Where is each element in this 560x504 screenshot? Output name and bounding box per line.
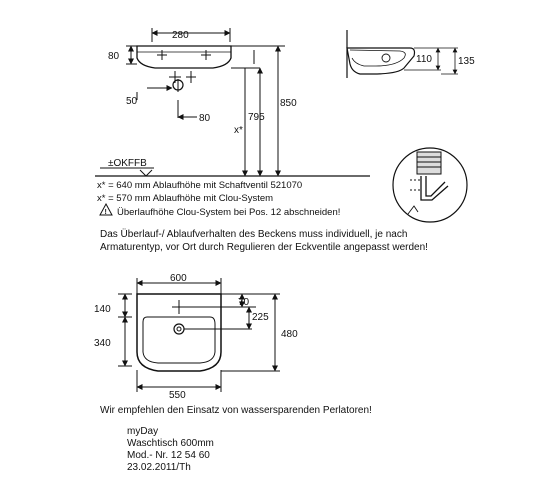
dim-70: 70 [238, 297, 250, 308]
dim-140: 140 [94, 304, 111, 315]
drain-note-2: x* = 570 mm Ablaufhöhe mit Clou-System [97, 193, 274, 204]
warning-symbol: ! [104, 209, 107, 216]
drain-note-3: Überlaufhöhe Clou-System bei Pos. 12 abschneiden! [117, 207, 341, 218]
siphon-detail [393, 148, 467, 222]
dim-x-star: x* [234, 125, 243, 136]
dim-600: 600 [170, 273, 187, 284]
dim-135: 135 [458, 56, 475, 67]
product-name: myDay [127, 426, 159, 437]
dim-795: 795 [248, 112, 265, 123]
dim-50: 50 [126, 96, 138, 107]
recommendation-text: Wir empfehlen den Einsatz von wassersparenden Perlatoren! [100, 405, 372, 416]
dim-550: 550 [169, 390, 186, 401]
side-view [347, 30, 458, 78]
dim-110: 110 [416, 54, 432, 65]
dim-80-bottom: 80 [199, 113, 211, 124]
dim-340: 340 [94, 338, 111, 349]
overflow-text-2: Armaturentyp, vor Ort durch Regulieren der Eckventile angepasst werden! [100, 242, 428, 253]
dim-850: 850 [280, 98, 297, 109]
drain-note-1: x* = 640 mm Ablaufhöhe mit Schaftventil 521070 [97, 180, 303, 191]
product-model: Mod.- Nr. 12 54 60 [127, 450, 210, 461]
dim-280: 280 [172, 30, 189, 41]
product-date: 23.02.2011/Th [127, 462, 191, 473]
product-description: Waschtisch 600mm [127, 438, 214, 449]
plan-view [118, 278, 280, 392]
okffb-label: ±OKFFB [108, 158, 147, 169]
dim-225: 225 [252, 312, 269, 323]
overflow-text-1: Das Überlauf-/ Ablaufverhalten des Beckens muss individuell, je nach [100, 229, 408, 240]
dim-480: 480 [281, 329, 298, 340]
dim-80-left: 80 [108, 51, 120, 62]
